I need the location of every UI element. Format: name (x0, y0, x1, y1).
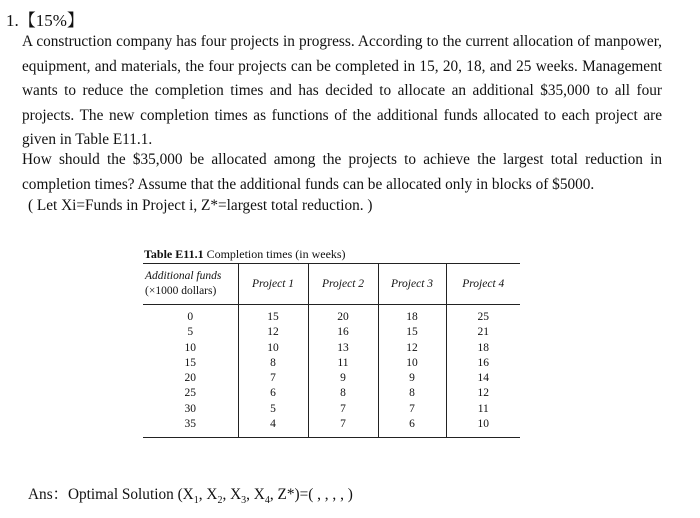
funds-cell: 10 (184, 341, 196, 354)
funds-cell: 20 (184, 372, 196, 385)
table-row (143, 402, 520, 417)
question-number: 1.【15%】 (6, 11, 84, 30)
project-4-cell: 12 (446, 386, 520, 401)
funds-cell: 25 (184, 387, 196, 400)
project-3-cell: 12 (378, 341, 446, 356)
header-project-2: Project 2 (308, 264, 378, 305)
answer-line: Ans：Optimal Solution ($X_1$, $X_2$, $X_3$, $X_4$, Z*)=( , , , , ) (28, 486, 353, 507)
project-1-cell: 6 (238, 386, 308, 401)
project-2-cell: 20 (308, 305, 378, 326)
project-4-cell: 25 (446, 305, 520, 326)
header-project-3: Project 3 (378, 264, 446, 305)
table-row (143, 417, 520, 438)
project-4-cell: 21 (446, 325, 520, 340)
project-2-cell: 7 (308, 402, 378, 417)
project-2-cell: 8 (308, 386, 378, 401)
funds-cell: 30 (184, 402, 196, 415)
funds-cell: 5 (187, 326, 194, 339)
project-3-cell: 15 (378, 325, 446, 340)
variable-definition: ( Let Xi=Funds in Project i, Z*=largest total reduction. ) (28, 197, 373, 214)
problem-statement: A construction company has four projects in progress. According to the current allocation of manpower, equipment, and materials, the four projects can be completed in 15, 20, 18, and 25 weeks. Management wants to reduce the completion times and has decided to allocate an additional $35,000 to all four projects. The new completion times as functions of the additional funds allocated to each project are given in Table E11.1. (22, 33, 662, 148)
table-row (143, 356, 520, 371)
project-4-cell: 10 (446, 417, 520, 438)
problem-question: How should the $35,000 be allocated among the projects to achieve the largest total reduction in completion times? Assume that the additional funds can be allocated only in blocks of $5000. (22, 151, 662, 193)
project-3-cell: 7 (378, 402, 446, 417)
table-row (143, 386, 520, 401)
project-2-cell: 11 (308, 356, 378, 371)
funds-cell: 0 (187, 311, 194, 323)
project-3-cell: 9 (378, 371, 446, 386)
project-1-cell: 15 (238, 305, 308, 326)
project-2-cell: 16 (308, 325, 378, 340)
project-1-cell: 8 (238, 356, 308, 371)
header-project-1: Project 1 (238, 264, 308, 305)
project-4-cell: 14 (446, 371, 520, 386)
project-3-cell: 10 (378, 356, 446, 371)
project-3-cell: 6 (378, 417, 446, 438)
project-2-cell: 13 (308, 341, 378, 356)
completion-times-table (143, 263, 520, 438)
table-row (143, 371, 520, 386)
project-3-cell: 8 (378, 386, 446, 401)
project-1-cell: 12 (238, 325, 308, 340)
table-row (143, 341, 520, 356)
project-4-cell: 18 (446, 341, 520, 356)
project-1-cell: 7 (238, 371, 308, 386)
header-project-4: Project 4 (446, 264, 520, 305)
table-row (143, 305, 520, 326)
header-additional-funds: Additional funds (×1000 dollars) (145, 270, 222, 297)
table-caption (144, 247, 346, 262)
project-3-cell: 18 (378, 305, 446, 326)
table-row (143, 325, 520, 340)
funds-cell: 15 (184, 356, 196, 369)
project-1-cell: 5 (238, 402, 308, 417)
table-caption-label: Table E11.1 (144, 247, 204, 261)
project-4-cell: 16 (446, 356, 520, 371)
project-1-cell: 10 (238, 341, 308, 356)
table-header-row (143, 264, 520, 305)
funds-cell: 35 (184, 418, 196, 431)
project-2-cell: 9 (308, 371, 378, 386)
table-caption-text: Completion times (in weeks) (206, 247, 346, 261)
project-1-cell: 4 (238, 417, 308, 438)
project-2-cell: 7 (308, 417, 378, 438)
project-4-cell: 11 (446, 402, 520, 417)
